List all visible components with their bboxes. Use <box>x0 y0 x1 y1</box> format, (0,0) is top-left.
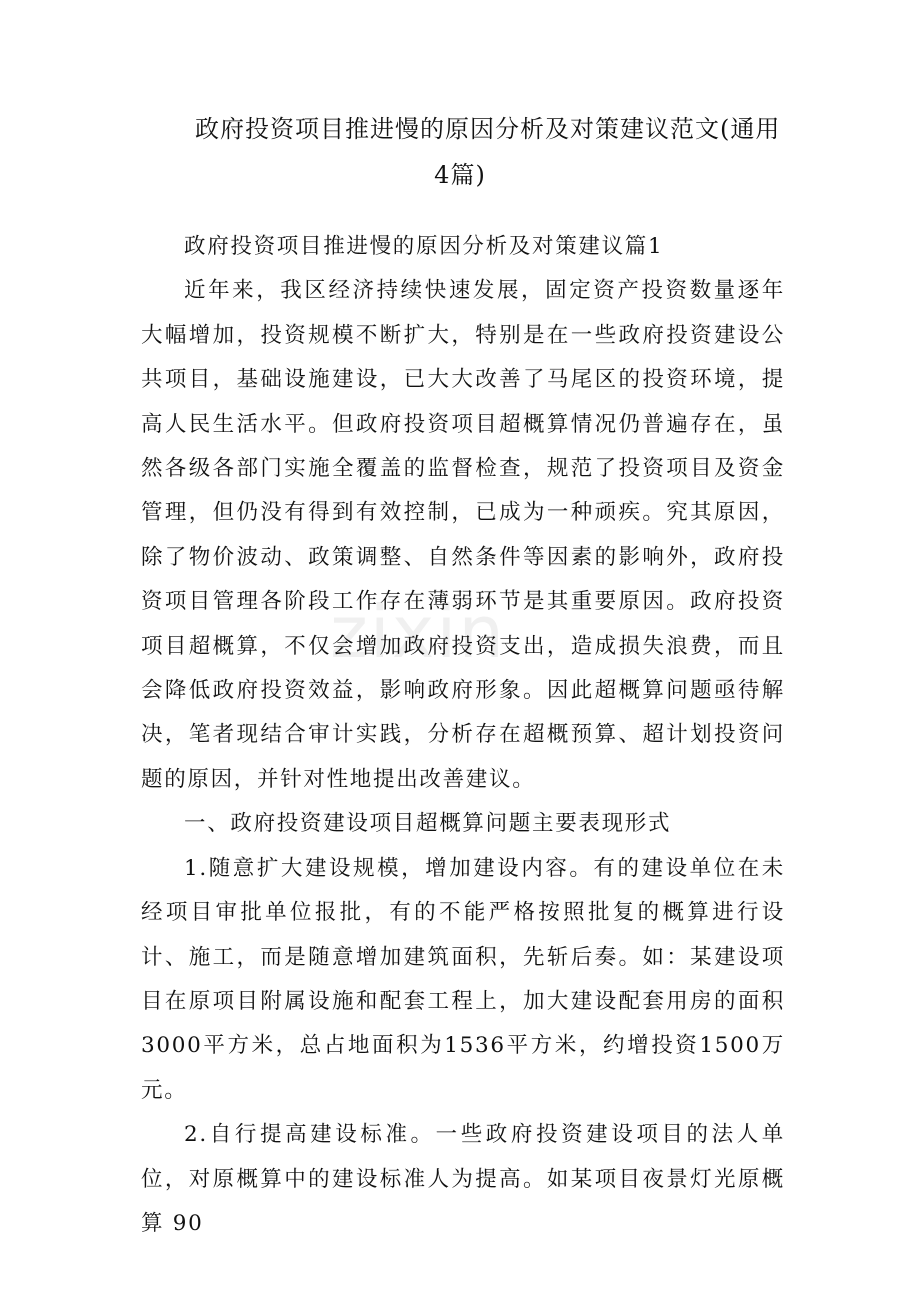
paragraph-point-1: 1.随意扩大建设规模，增加建设内容。有的建设单位在未经项目审批单位报批，有的不能严格按照批复的概算进行设计、施工，而是随意增加建筑面积，先斩后奏。如：某建设项目在原项目附属设施和配套工程上，加大建设配套用房的面积 3000平方米，总占地面积为1536平方米，约增投资1500万元。 <box>141 855 785 1103</box>
paragraph-intro: 近年来，我区经济持续快速发展，固定资产投资数量逐年大幅增加，投资规模不断扩大，特别是在一些政府投资建设公共项目，基础设施建设，已大大改善了马尾区的投资环境，提高人民生活水平。但政府投资项目超概算情况仍普遍存在，虽然各级各部门实施全覆盖的监督检查，规范了投资项目及资金管理，但仍没有得到有效控制，已成为一种顽疾。究其原因，除了物价波动、政策调整、自然条件等因素的影响外，政府投资项目管理各阶段工作存在薄弱环节是其重要原因。政府投资项目超概算，不仅会增加政府投资支出，造成损失浪费，而且会降低政府投资效益，影响政府形象。因此超概算问题亟待解决，笔者现结合审计实践，分析存在超概预算、超计划投资问题的原因，并针对性地提出改善建议。 <box>141 278 785 792</box>
document-title-line-2: 4篇) <box>434 161 486 189</box>
document-body <box>141 225 785 1246</box>
section-heading-2: 一、政府投资建设项目超概算问题主要表现形式 <box>184 811 672 837</box>
document-title-line-1: 政府投资项目推进慢的原因分析及对策建议范文(通用 <box>195 115 781 143</box>
watermark: zixin <box>330 590 507 674</box>
section-heading-1: 政府投资项目推进慢的原因分析及对策建议篇1 <box>184 234 664 259</box>
paragraph-point-2: 2.自行提高建设标准。一些政府投资建设项目的法人单位，对原概算中的建设标准人为提高。如某项目夜景灯光原概算 90 <box>141 1122 785 1236</box>
